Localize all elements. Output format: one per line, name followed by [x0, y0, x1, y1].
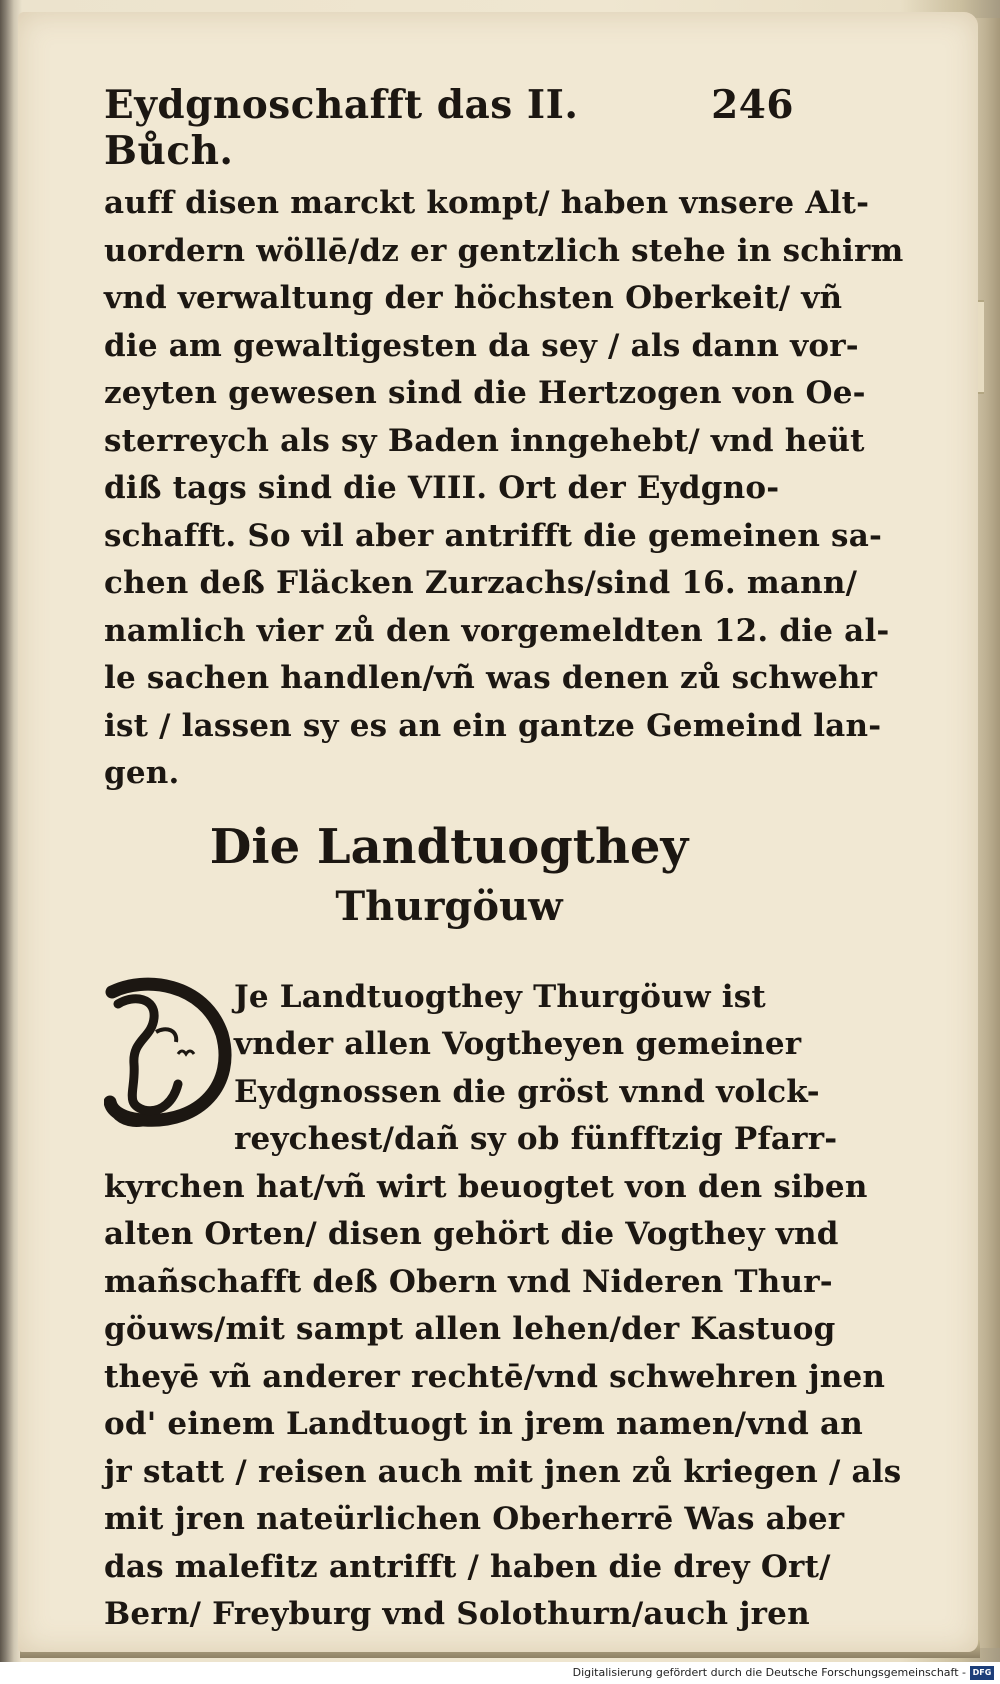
text-line: namlich vier zů den vorgemeldten 12. die al-	[104, 612, 890, 649]
footer-bar	[0, 1662, 1000, 1684]
text-line: das malefitz antrifft / haben die drey Ort/	[104, 1548, 831, 1585]
text-line: gen.	[104, 755, 180, 791]
decorated-initial-d-icon	[104, 974, 234, 1129]
text-line: le sachen handlen/vñ was denen zů schwehr	[104, 660, 878, 696]
section-heading: Die Landtuogthey	[209, 818, 689, 875]
paragraph-1	[104, 180, 904, 798]
book-page	[18, 12, 978, 1652]
text-line: göuws/mit sampt allen lehen/der Kastuog	[104, 1311, 836, 1347]
text-line: od' einem Landtuogt in jrem namen/vnd an	[104, 1406, 864, 1442]
running-head-title: Eydgnoschafft das II. Bůch.	[104, 82, 579, 174]
text-line: sterreych als sy Baden inngehebt/ vnd heüt	[104, 422, 865, 459]
text-line: zeyten gewesen sind die Hertzogen von Oe-	[104, 375, 866, 411]
text-line: vnd verwaltung der höchsten Oberkeit/ vñ	[104, 280, 843, 316]
text-line: reychest/dañ sy ob fünfftzig Pfarr-	[234, 1121, 838, 1157]
paragraph-2	[104, 974, 902, 1639]
text-line: uordern wöllē/dz er gentzlich stehe in schirm	[104, 232, 904, 269]
text-line: schafft. So vil aber antrifft die gemeinen sa-	[104, 517, 883, 554]
text-line: kyrchen hat/vñ wirt beuogtet von den siben	[104, 1168, 868, 1205]
page-text	[104, 82, 904, 1639]
text-line: die am gewaltigesten da sey / als dann vor-	[104, 327, 859, 364]
text-line: auff disen marckt kompt/ haben vnsere Alt-	[104, 185, 870, 221]
text-line: chen deß Fläcken Zurzachs/sind 16. mann/	[104, 565, 858, 601]
text-line: Eydgnossen die gröst vnnd volck-	[234, 1073, 820, 1110]
text-line: Je Landtuogthey Thurgöuw ist	[234, 978, 766, 1015]
section-subheading: Thurgöuw	[335, 882, 563, 930]
text-line: jr statt / reisen auch mit jnen zů kriegen / als	[104, 1453, 902, 1490]
text-line: mit jren nateürlichen Oberherrē Was aber	[104, 1501, 845, 1537]
text-line: diß tags sind die VIII. Ort der Eydgno-	[104, 470, 780, 506]
dfg-logo: DFG	[970, 1666, 994, 1680]
text-line: vnder allen Vogtheyen gemeiner	[234, 1026, 802, 1062]
text-line: alten Orten/ disen gehört die Vogthey vnd	[104, 1216, 839, 1252]
page-number: 246	[711, 82, 794, 128]
footer-credit: Digitalisierung gefördert durch die Deutsche Forschungsgemeinschaft -	[572, 1666, 966, 1679]
text-line: theyē vñ anderer rechtē/vnd schwehren jnen	[104, 1358, 886, 1395]
running-head	[104, 82, 794, 174]
text-line: ist / lassen sy es an ein gantze Gemeind lan-	[104, 707, 882, 744]
text-line: Bern/ Freyburg vnd Solothurn/auch jren	[104, 1596, 810, 1632]
text-line: mañschafft deß Obern vnd Nideren Thur-	[104, 1263, 833, 1300]
